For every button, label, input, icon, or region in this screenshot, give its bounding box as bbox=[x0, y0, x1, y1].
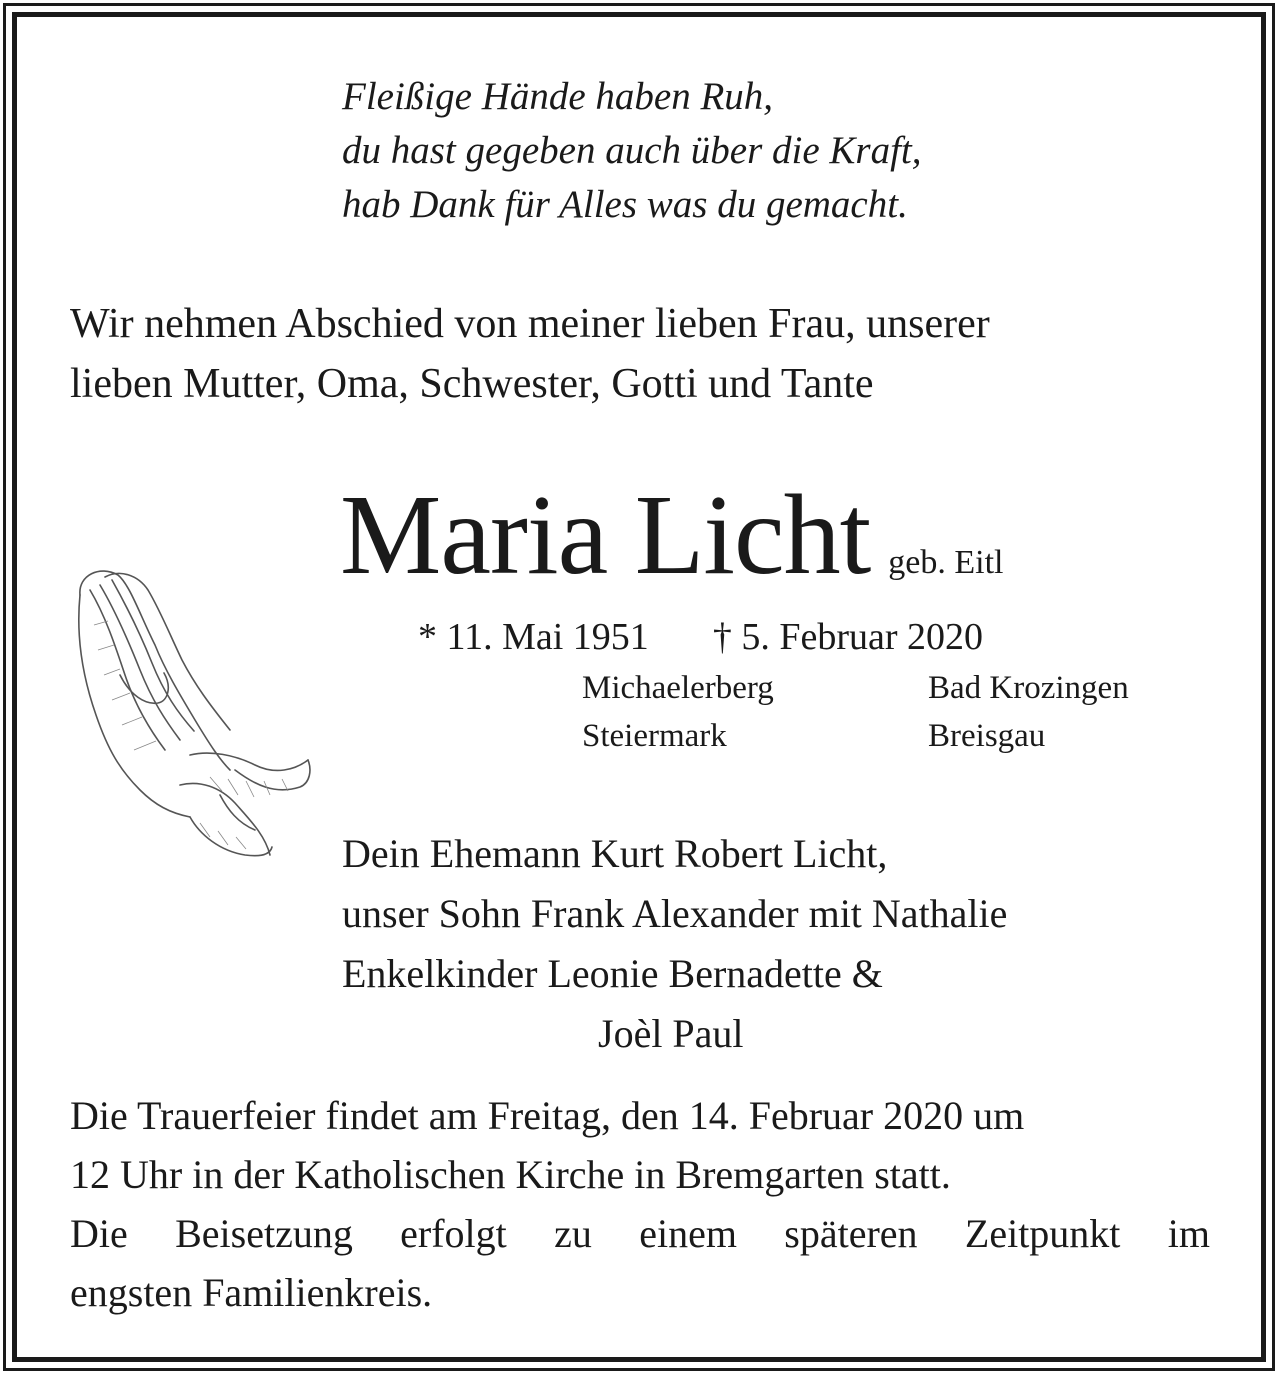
ceremony-line: Die Trauerfeier findet am Freitag, den 14. Februar 2020 um bbox=[70, 1093, 1025, 1138]
ceremony-line: 12 Uhr in der Katholischen Kirche in Bremgarten statt. bbox=[70, 1152, 951, 1197]
poem-line: Fleißige Hände haben Ruh, bbox=[342, 75, 774, 118]
praying-hands-icon bbox=[60, 555, 320, 875]
mourners-list bbox=[342, 824, 1007, 1064]
death-place bbox=[928, 664, 1129, 760]
ceremony-line: Die Beisetzung erfolgt zu einem späteren Zeitpunkt im bbox=[70, 1211, 1210, 1256]
intro-line: lieben Mutter, Oma, Schwester, Gotti und Tante bbox=[70, 361, 874, 407]
death-place-line: Bad Krozingen bbox=[928, 670, 1129, 706]
birth-place-line: Michaelerberg bbox=[582, 670, 774, 706]
deceased-name: Maria Licht bbox=[340, 471, 871, 598]
intro-line: Wir nehmen Abschied von meiner lieben Frau, unserer bbox=[70, 301, 990, 347]
ceremony-details bbox=[70, 1086, 1210, 1322]
death-date: † 5. Februar 2020 bbox=[712, 616, 983, 658]
birth-place-line: Steiermark bbox=[582, 718, 727, 754]
mourner-line: Joèl Paul bbox=[598, 1011, 744, 1056]
death-place-line: Breisgau bbox=[928, 718, 1046, 754]
farewell-intro bbox=[70, 294, 990, 414]
deceased-name-row bbox=[340, 470, 1003, 600]
poem-line: du hast gegeben auch über die Kraft, bbox=[342, 129, 922, 172]
birth-place bbox=[582, 664, 774, 760]
mourner-line: Dein Ehemann Kurt Robert Licht, bbox=[342, 831, 888, 876]
maiden-name: geb. Eitl bbox=[888, 544, 1004, 581]
ceremony-line: engsten Familienkreis. bbox=[70, 1270, 433, 1315]
birth-date: * 11. Mai 1951 bbox=[418, 616, 649, 658]
mourner-line: Enkelkinder Leonie Bernadette & bbox=[342, 951, 883, 996]
life-dates bbox=[418, 612, 983, 662]
poem-verse bbox=[342, 70, 922, 232]
poem-line: hab Dank für Alles was du gemacht. bbox=[342, 183, 908, 226]
mourner-line: unser Sohn Frank Alexander mit Nathalie bbox=[342, 891, 1008, 936]
